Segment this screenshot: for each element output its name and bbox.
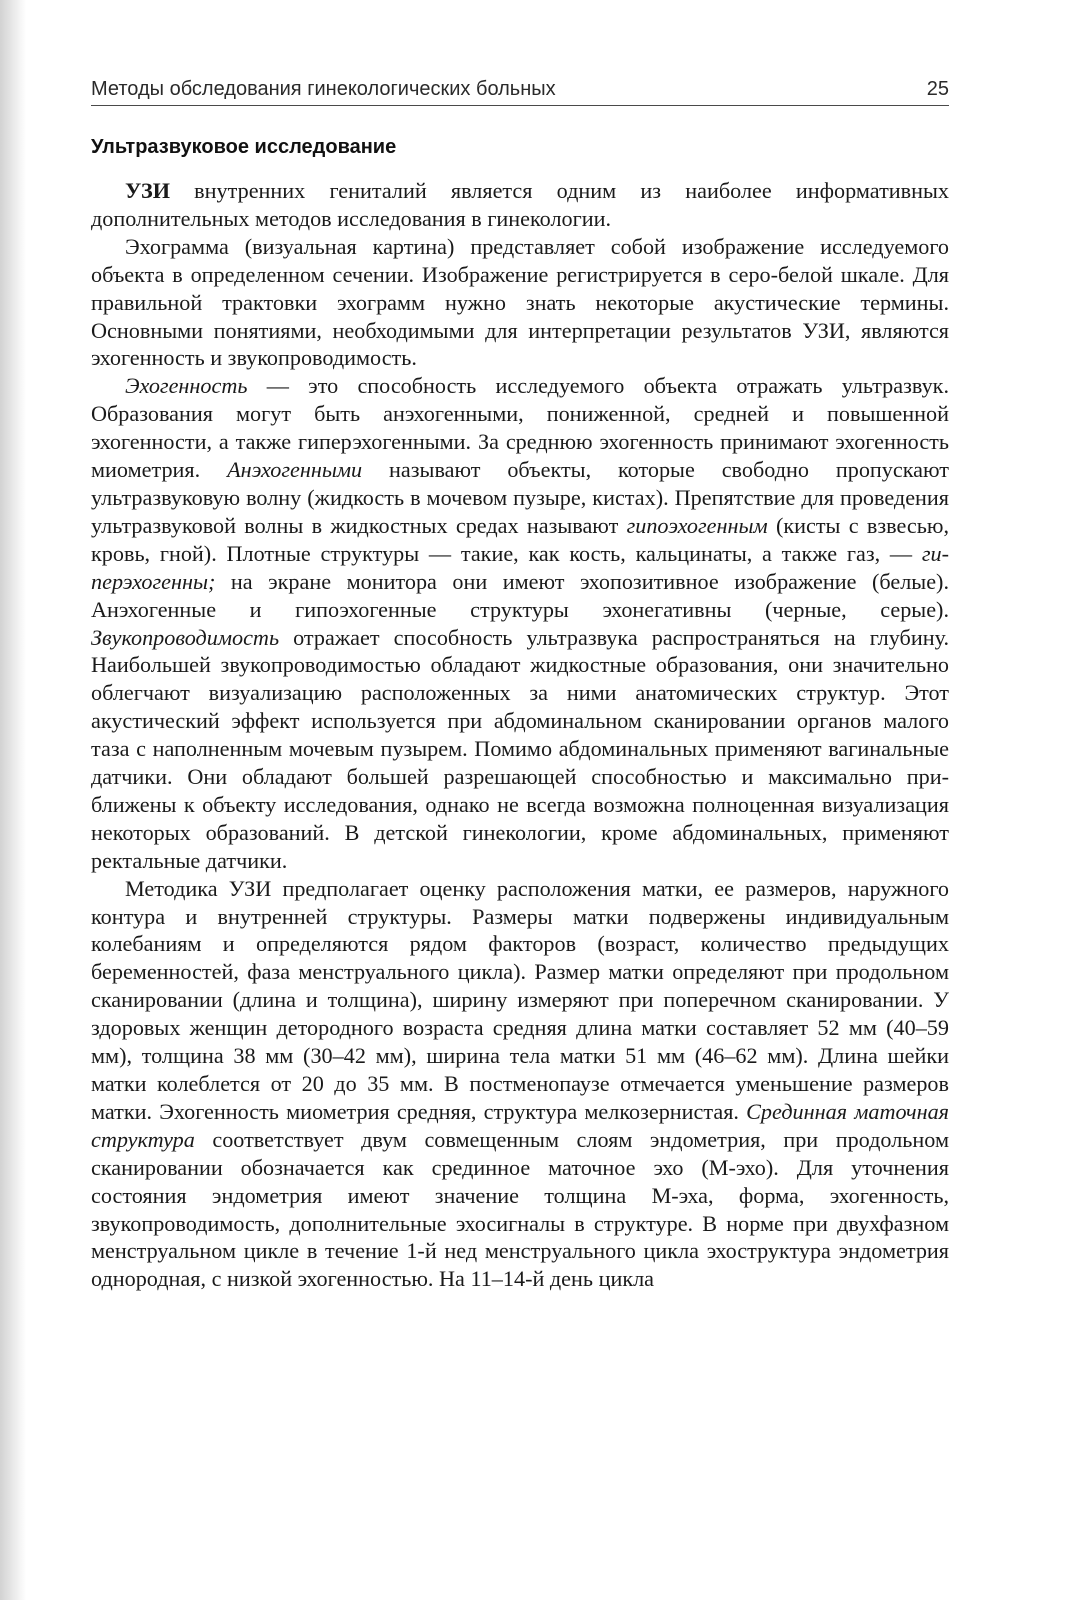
paragraph-3-text-d: на экране монитора они имеют эхопозитивное изображение (белые). Анэхогенные и гипоэхогенные структуры эхонегативны (черные, серые). xyxy=(91,568,949,622)
running-header xyxy=(91,78,949,106)
paragraph-3-text-e: отражает способность ультразвука распространяться на глубину. Наибольшей звукопроводимостью обладают жидкостные образования, они значительно облегчают визуализацию расположенных за ними анатомических структур. Этот акустический эффект используется при абдоминальном сканировании органов малого таза с наполненным мочевым пузырем. Помимо абдоминальных применяют вагинальные датчики. Они обладают большей разрешающей способностью и максимально приближены к объекту исследования, однако не всегда возможна полноценная визуализация некоторых образований. В детской гинекологии, кроме абдоминальных, применяют ректальные датчики. xyxy=(91,624,949,873)
term-echogenicity: Эхогенность xyxy=(125,373,248,399)
term-anechoic: Анэхогенными xyxy=(227,457,363,483)
running-title: Методы обследования гинекологических больных xyxy=(91,78,556,100)
paragraph-4-text-b: соответствует двум совмещенным слоям эндометрия, при продольном сканировании обозначается как срединное маточное эхо (М-эхо). Для уточнения состояния эндометрия имеют значение толщина М-эха, форма, эхогенность, звукопроводимость, дополнительные эхосигналы в структуре. В норме при двухфазном менструальном цикле в течение 1-й нед менструального цикла эхоструктура эндометрия однородная, с низкой эхогенностью. На 11–14-й день цикла xyxy=(91,1126,949,1292)
paragraph-4-text-a: Методика УЗИ предполагает оценку расположения матки, ее размеров, наружного контура и внутренней структуры. Размеры матки подвержены индивидуальным колебаниям и определяются рядом факторов (возраст, количество предыдущих беременностей, фаза менструального цикла). Размер матки определяют при продольном сканировании (длина и толщина), ширину измеряют при поперечном сканировании. У здоровых женщин детородного возраста средняя длина матки составляет 52 мм (40–59 мм), толщина 38 мм (30–42 мм), ширина тела матки 51 мм (46–62 мм). Длина шейки матки колеблется от 20 до 35 мм. В постменопаузе отмечается уменьшение размеров матки. Эхогенность миометрия средняя, структура мелкозернистая. xyxy=(91,875,949,1124)
paragraph-3-text-a: — это способность исследуемого объекта отражать ультразвук. Образования могут быть анэхогенными, пониженной, средней и повышенной эхогенности, а также гиперэхогенными. За среднюю эхогенность принимают эхогенность миометрия. xyxy=(91,373,949,483)
paragraph-1 xyxy=(91,177,949,233)
paragraph-3 xyxy=(91,372,949,874)
paragraph-1-text: внутренних гениталий является одним из наиболее информативных дополнительных методов исследования в гинекологии. xyxy=(91,178,949,231)
uzi-term: УЗИ xyxy=(125,178,170,203)
paragraph-3-text-c: (кисты с взвесью, кровь, гной). Плотные структуры — такие, как кость, кальцинаты, а также газ, — xyxy=(91,512,949,566)
book-page xyxy=(91,78,949,1293)
page-number: 25 xyxy=(926,78,949,100)
term-sound-conductivity: Звукопроводимость xyxy=(91,624,280,650)
term-median-uterine-structure: Срединная маточная структура xyxy=(91,1098,949,1152)
term-hypoechoic: гипоэхогенным xyxy=(626,512,768,538)
section-heading: Ультразвуковое исследование xyxy=(91,136,397,158)
paragraph-3-text-b: называют объекты, которые свободно пропускают ультразвуковую волну (жидкость в мочевом пузыре, кистах). Препятствие для проведения ультразвуковой волны в жидкостных средах называют xyxy=(91,457,949,538)
paragraph-2 xyxy=(91,233,949,373)
paragraph-4 xyxy=(91,875,949,1294)
term-hyperechoic: гиперэхогенны; xyxy=(91,540,949,594)
paragraph-2-text: Эхограмма (визуальная картина) представляет собой изображение исследуемого объекта в определенном сечении. Изображение регистрируется в серо-белой шкале. Для правильной трактовки эхограмм нужно знать некоторые акустические термины. Основными понятиями, необходимыми для интерпретации результатов УЗИ, являются эхогенность и звукопроводимость. xyxy=(91,233,949,371)
page-edge-shadow xyxy=(0,0,26,1600)
